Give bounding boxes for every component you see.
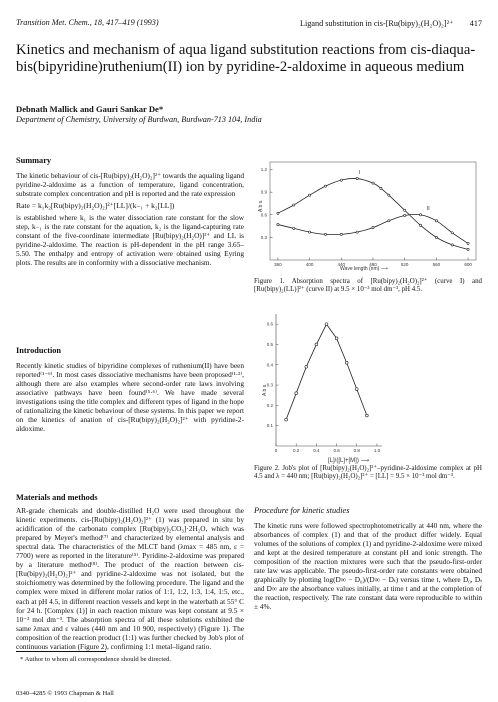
procedure-section (254, 506, 482, 612)
figure-2-jobs-plot (254, 306, 482, 466)
figure-1-axes (261, 162, 476, 267)
article-title: Kinetics and mechanism of aqua ligand substitution reactions from cis-diaqua-bis(bipyridine)ruthenium(II) ion by pyridine-2-aldoxime in aqueous medium (16, 42, 476, 75)
summary-paragraph-1: The kinetic behaviour of cis-[Ru(bipy)₂(H₂O)₂]²⁺ towards the aqualing ligand pyridine-2-aldoxime as a function of temperature, ligand concentration, substrate complex concentration and pH is reported and the rate expression (16, 171, 244, 199)
y-tick-label: 0.9 (260, 189, 267, 195)
data-point (404, 214, 406, 216)
data-point (293, 227, 295, 229)
data-point (295, 392, 298, 395)
y-tick-label: 0.3 (260, 234, 267, 240)
running-title-block (300, 18, 482, 28)
data-point (277, 223, 279, 225)
data-point (451, 244, 453, 246)
figure-1-x-label: Wave length (nm) ⟶ (340, 266, 388, 272)
footnote: * Author to whom all correspondence should be directed. (20, 656, 172, 663)
materials-heading: Materials and methods (16, 493, 98, 502)
data-point (340, 179, 342, 181)
figure-2-caption: Figure 2. Job's plot of [Ru(bipy)₂(H₂O)₂]²⁺–pyridine-2-aldoxime complex at pH 4.5 and λ = 440 nm; [Ru(bipy)₂(H₂O)₂]²⁺ = [LL] = 9.5 × 10⁻³ mol dm⁻³. (254, 465, 482, 481)
procedure-heading: Procedure for kinetic studies (254, 506, 350, 515)
data-point (340, 233, 342, 235)
materials-section (16, 493, 244, 651)
figure-1-y-label: A b s. (258, 199, 264, 212)
figure-2-plot (285, 323, 369, 421)
x-tick-label: 0 (274, 448, 278, 453)
x-tick-label: 1.0 (373, 448, 381, 453)
data-point (435, 220, 437, 222)
y-tick-label: 1.2 (260, 167, 267, 173)
data-point (467, 242, 469, 244)
plot-frame (270, 162, 476, 260)
x-tick-label: 0.2 (293, 448, 300, 453)
data-point (372, 226, 374, 228)
page-number: 417 (469, 19, 482, 28)
introduction-heading: Introduction (16, 346, 62, 355)
data-point (356, 177, 358, 179)
journal-citation: Transition Met. Chem., 18, 417–419 (1993) (16, 18, 159, 27)
data-point (435, 236, 437, 238)
x-tick-label: 440 (337, 262, 346, 267)
copyright-line: 0340–4285 © 1993 Chapman & Hall (16, 690, 114, 697)
curve-label-I: I (358, 170, 361, 177)
data-point (325, 323, 328, 326)
figure-1-absorption-spectra (254, 156, 482, 274)
introduction-text: Recently kinetic studies of bipyridine complexes of ruthenium(II) have been reported⁽¹⁻⁶⁾. In most cases dissociative mechanisms have been proposed⁽¹·²⁾, although there are also examples where second-order rate laws involving associative pathways have been found⁽⁵·⁶⁾. We have made several investigations using the title complex and different types of ligand in the hope of rationalizing the kinetic behaviour of these systems. In this paper we report on the kinetics of anation of cis-[Ru(bipy)₂(H₂O)₂]²⁺ with pyridine-2-aldoxime. (16, 361, 244, 434)
summary-section (16, 156, 244, 268)
data-point (388, 220, 390, 222)
figure-1-caption: Figure 1. Absorption spectra of [Ru(bipy)₂(H₂O)₂]²⁺ (curve I) and [Ru(bipy)₂(LL)]²⁺ (curve II) at 9.5 × 10⁻³ mol dm⁻³, pH 4.5. (254, 278, 482, 294)
materials-text: AR-grade chemicals and double-distilled H₂O were used throughout the kinetic experiments. cis-[Ru(bipy)₂(H₂O)₂]²⁺ (1) was prepared in situ by acidification of the carbonato complex [Ru(bipy)₂CO₃]·2H₂O, which was prepared by Meyer's method⁽⁷⁾ and characterized by elemental analysis and spectral data. The characteristics of the MLCT band (λmax = 485 nm, ε = 7700) were as reported in the literature⁽⁵⁾. Pyridine-2-aldoxime was prepared by a literature method⁽⁸⁾. The product of the reaction between cis-[Ru(bipy)₂(H₂O)₂]²⁺ and pyridine-2-aldoxime was not isolated, but the stoichiometry was determined by the following procedure. The ligand and the complex were mixed in different molar ratios of 1:1, 1:2, 1:3, 1:4, 1:5, etc., each at pH 4.5, in different reaction vessels and kept in the waterbath at 55° C for 24 h. [Complex (1)] in each reaction mixture was kept constant at 9.5 × 10⁻³ mol dm⁻³. The absorption spectra of all these solutions exhibited the same λmax and ε values (440 nm and 10 900, respectively) (Figure 1). The composition of the reaction product (1:1) was further checked by Job's plot of continuous variation (Figure 2), confirming 1:1 metal–ligand ratio. (16, 506, 244, 651)
data-point (305, 365, 308, 368)
summary-heading: Summary (16, 156, 52, 165)
data-point (285, 418, 288, 421)
article-affiliation: Department of Chemistry, University of Burdwan, Burdwan-713 104, India (16, 115, 262, 124)
data-point (451, 232, 453, 234)
data-point (467, 248, 469, 250)
figure-2-x-label: [L]/([L]+[M]) ⟶ (328, 458, 370, 464)
data-point (324, 185, 326, 187)
y-tick-label: 0.4 (266, 362, 273, 368)
data-point (345, 361, 348, 364)
y-tick-label: 0.6 (266, 321, 273, 327)
data-point (372, 182, 374, 184)
summary-paragraph-2: is established where k₁ is the water dissociation rate constant for the slow step, k₋₁ is the rate constant for the aquation, k₂ is the ligand-capturing rate constant of the five-coordinate intermediate [Ru(bipy)₂(H₂O)]²⁺ and LL is pyridine-2-aldoxime. The reaction is pH-dependent in the pH range 3.65–5.50. The enthalpy and entropy of activation were obtained using Eyring plots. The results are in conformity with a dissociative mechanism. (16, 213, 244, 268)
x-tick-label: 0.4 (313, 448, 320, 453)
y-tick-label: 0.3 (266, 382, 273, 388)
y-tick-label: 0.5 (266, 341, 273, 347)
series-line-jobs (286, 324, 367, 419)
x-tick-label: 0.6 (333, 448, 340, 453)
x-tick-label: 600 (464, 262, 472, 267)
x-tick-label: 360 (274, 262, 282, 267)
x-tick-label: 0.8 (353, 448, 360, 453)
x-tick-label: 400 (305, 262, 314, 267)
data-point (380, 187, 382, 189)
figure-2-y-label: A b s. (262, 383, 268, 396)
series-line-I (278, 178, 468, 249)
data-point (335, 337, 338, 340)
data-point (356, 231, 358, 233)
introduction-section (16, 346, 244, 433)
data-point (309, 194, 311, 196)
data-point (419, 214, 421, 216)
curve-label-II: II (426, 206, 430, 213)
data-point (419, 224, 421, 226)
figure-2-axes (267, 314, 382, 453)
data-point (404, 209, 406, 211)
rate-equation: Rate = k₁k₂[Ru(bipy)₂(H₂O)₂]²⁺[LL]/(k₋₁ + k₂[LL]) (16, 201, 175, 211)
data-point (277, 212, 279, 214)
x-tick-label: 480 (369, 262, 377, 267)
y-tick-label: 0.1 (266, 423, 273, 429)
data-point (315, 343, 318, 346)
procedure-text: The kinetic runs were followed spectrophotometrically at 440 nm, where the absorbances of complex (1) and that of the product differ widely. Equal volumes of the solutions of complex (1) and pyridine-2-aldoxime were mixed and kept at the desired temperature at constant pH and ionic strength. The composition of the reaction mixtures were such that the pseudo-first-order rate law was applicable. The pseudo-first-order rate constants were obtained graphically by plotting log(D∞ − D₀)/(D∞ − Dₜ) versus time t, where D₀, Dₜ and D∞ are the absorbance values initially, at time t and at the completion of the reaction, respectively. The rate constant data were reproducible to within ± 4%. (254, 521, 482, 612)
data-point (355, 388, 358, 391)
figure-1-plot (277, 170, 469, 250)
data-point (388, 194, 390, 196)
data-point (365, 414, 368, 417)
running-title: Ligand substitution in cis-[Ru(bipy)₂(H₂O)₂]²⁺ (299, 19, 454, 28)
data-point (293, 204, 295, 206)
data-point (324, 233, 326, 235)
x-tick-label: 520 (400, 262, 409, 267)
data-point (309, 231, 311, 233)
y-tick-label: 0.6 (260, 212, 267, 218)
y-tick-label: 0.2 (266, 402, 273, 408)
footnote-rule (16, 651, 106, 652)
article-authors: Debnath Mallick and Gauri Sankar De* (16, 104, 164, 114)
x-tick-label: 560 (432, 262, 441, 267)
